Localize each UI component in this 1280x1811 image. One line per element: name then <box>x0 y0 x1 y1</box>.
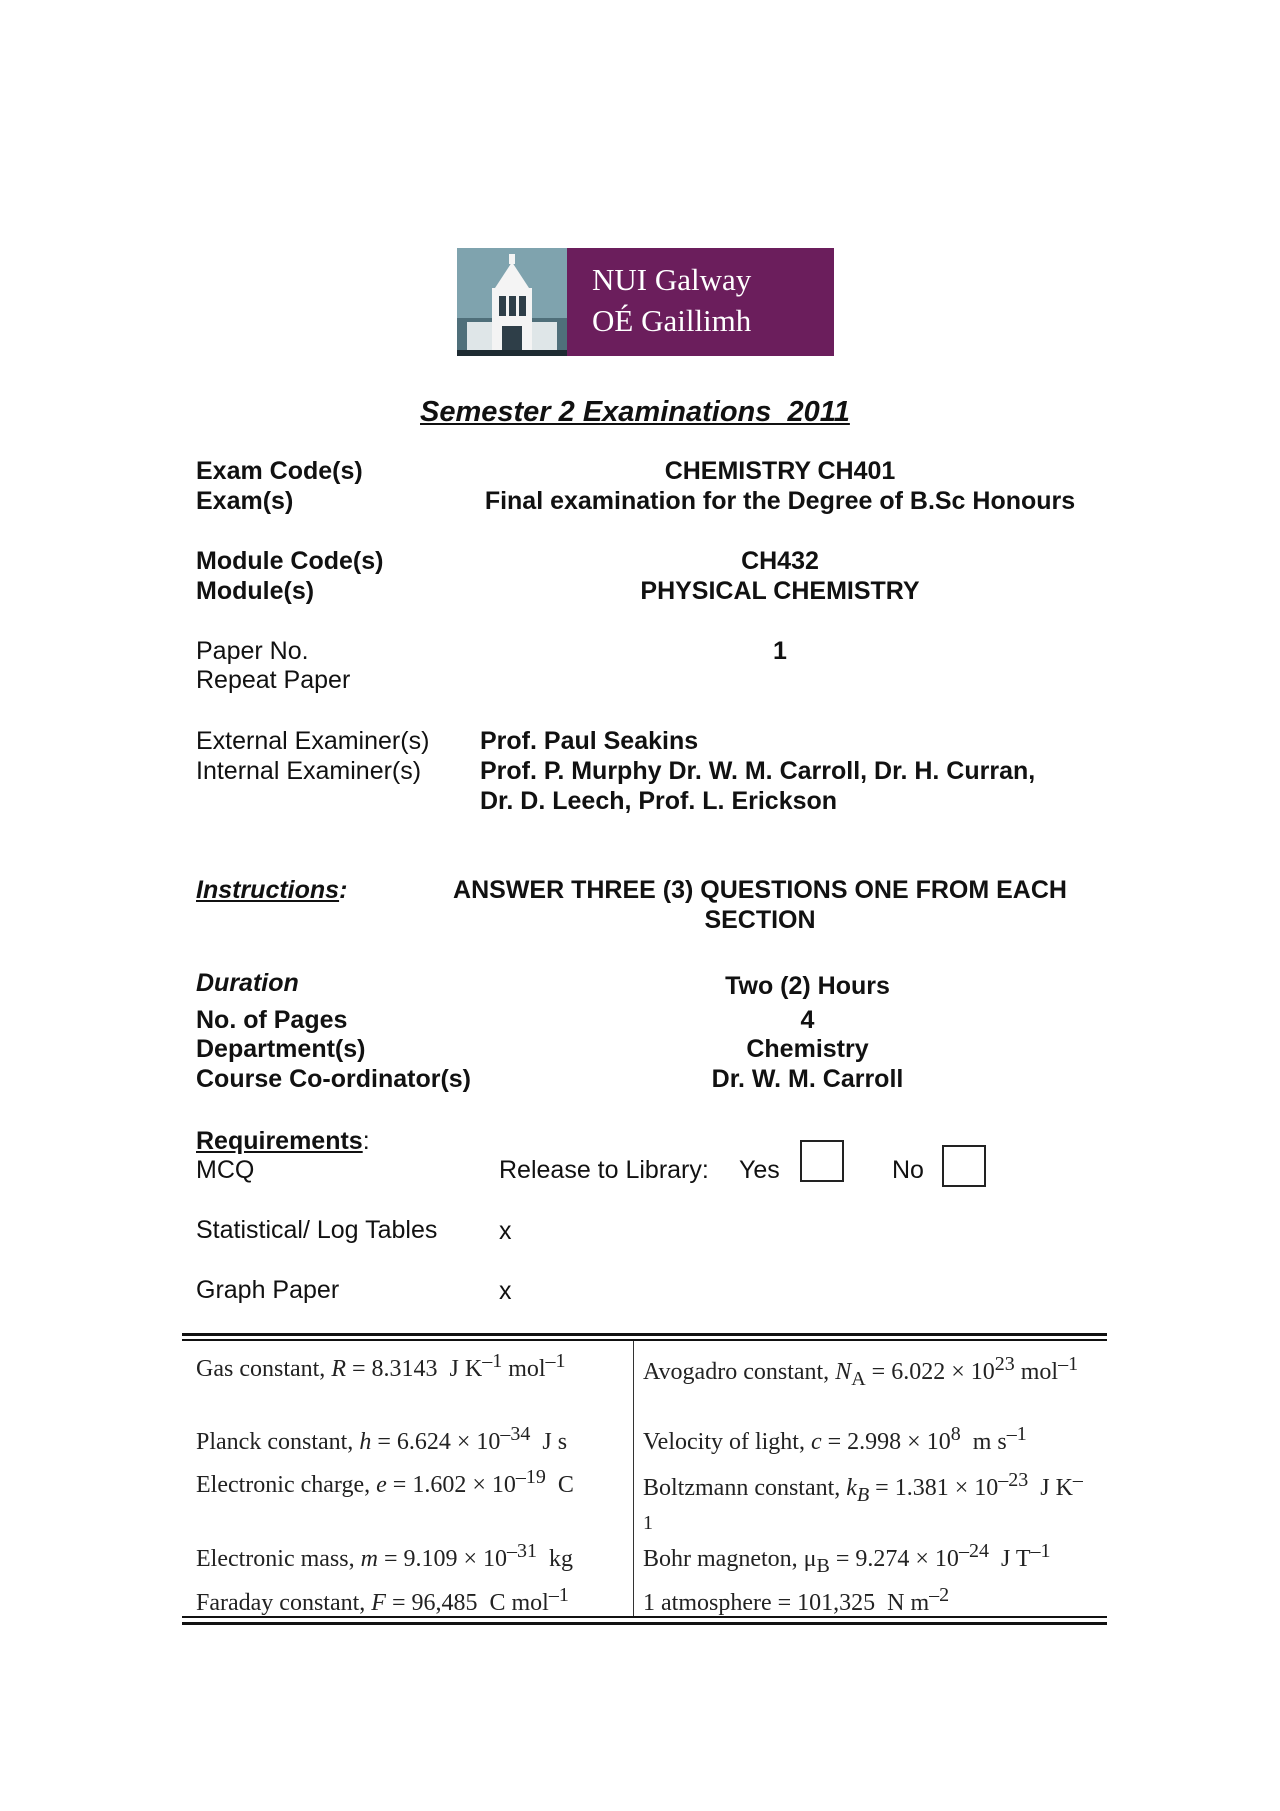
crest-image <box>457 248 567 356</box>
graph-paper-value: x <box>499 1277 512 1305</box>
const-bohr-magneton: Bohr magneton, $\mu_B = 9.274 \times 10^{-24}$ J $T^{-1}$ <box>643 1540 1051 1577</box>
table-top-rule-inner <box>182 1339 1107 1341</box>
duration-label: Duration <box>196 969 299 997</box>
external-examiner-value: Prof. Paul Seakins <box>480 727 699 755</box>
const-faraday: Faraday constant, F = 96,485 C mol$^{-1}$ <box>196 1584 569 1616</box>
const-planck: Planck constant, $h = 6.624 \times 10^{-34}$ J s <box>196 1423 568 1455</box>
paper-no-label: Paper No. <box>196 637 309 665</box>
release-no-checkbox[interactable] <box>942 1145 986 1187</box>
external-examiner-label: External Examiner(s) <box>196 727 430 755</box>
pages-value: 4 <box>800 1006 815 1034</box>
const-atmosphere: 1 atmosphere = 101,325 N $m^{-2}$ <box>643 1584 950 1616</box>
internal-examiner-value-cont: Dr. D. Leech, Prof. L. Erickson <box>480 787 838 815</box>
module-codes-label: Module Code(s) <box>196 547 384 575</box>
logo-text-irish: OÉ Gaillimh <box>592 303 752 338</box>
table-bottom-rule-inner <box>182 1616 1107 1618</box>
const-gas: Gas constant, R = 8.3143 J $K^{-1}$ mol$^{-1}$ <box>196 1350 566 1382</box>
table-top-rule <box>182 1333 1107 1336</box>
exam-codes-value: CHEMISTRY CH401 <box>664 457 896 485</box>
pages-label: No. of Pages <box>196 1006 348 1034</box>
mcq-label: MCQ <box>196 1156 255 1184</box>
modules-value: PHYSICAL CHEMISTRY <box>640 577 920 605</box>
instructions-colon: : <box>339 876 348 904</box>
paper-no-value: 1 <box>773 637 787 665</box>
page-title: Semester 2 Examinations 2011 <box>420 396 850 428</box>
const-electronic-mass: Electronic mass, $m = 9.109 \times 10^{-31}$ kg <box>196 1540 574 1572</box>
table-bottom-rule <box>182 1622 1107 1625</box>
requirements-label <box>196 1127 370 1156</box>
repeat-paper-label: Repeat Paper <box>196 666 351 694</box>
coordinator-label: Course Co-ordinator(s) <box>196 1065 471 1093</box>
module-codes-value: CH432 <box>741 547 819 575</box>
requirements-colon: : <box>362 1127 370 1155</box>
const-boltzmann: Boltzmann constant, $k_B = 1.381 \times 10^{-23}$ J $K^{-1}$ <box>643 1469 1083 1534</box>
log-tables-value: x <box>499 1217 512 1245</box>
const-avogadro: Avogadro constant, $N_A = 6.022 \times 10^{23}$ mol$^{-1}$ <box>643 1353 1079 1390</box>
release-to-library-label: Release to Library: <box>499 1156 709 1184</box>
tower-icon <box>457 248 567 356</box>
graph-paper-label: Graph Paper <box>196 1276 340 1304</box>
modules-label: Module(s) <box>196 577 315 605</box>
exam-codes-label: Exam Code(s) <box>196 457 363 485</box>
table-column-divider <box>633 1341 634 1616</box>
department-label: Department(s) <box>196 1035 366 1063</box>
requirements-label-text: Requirements <box>196 1127 363 1155</box>
internal-examiner-label: Internal Examiner(s) <box>196 757 422 785</box>
exams-value: Final examination for the Degree of B.Sc Honours <box>484 487 1076 515</box>
release-yes-label: Yes <box>739 1156 780 1184</box>
university-logo <box>457 248 834 356</box>
const-velocity-of-light: Velocity of light, $c = 2.998 \times 10^8$ m $s^{-1}$ <box>643 1423 1027 1455</box>
instructions-text-cont: SECTION <box>704 906 816 934</box>
release-yes-checkbox[interactable] <box>800 1140 844 1182</box>
logo-band <box>567 248 834 356</box>
log-tables-label: Statistical/ Log Tables <box>196 1216 438 1244</box>
release-no-label: No <box>892 1156 924 1184</box>
instructions-label-text: Instructions <box>196 876 340 904</box>
instructions-label <box>196 876 347 905</box>
logo-text-english: NUI Galway <box>592 262 752 297</box>
duration-value: Two (2) Hours <box>725 972 890 1000</box>
exams-label: Exam(s) <box>196 487 294 515</box>
department-value: Chemistry <box>746 1035 869 1063</box>
const-electronic-charge: Electronic charge, $e = 1.602 \times 10^{-19}$ C <box>196 1466 574 1498</box>
internal-examiner-value: Prof. P. Murphy Dr. W. M. Carroll, Dr. H. Curran, <box>480 757 1036 785</box>
instructions-text: ANSWER THREE (3) QUESTIONS ONE FROM EACH <box>453 876 1067 904</box>
coordinator-value: Dr. W. M. Carroll <box>711 1065 904 1093</box>
